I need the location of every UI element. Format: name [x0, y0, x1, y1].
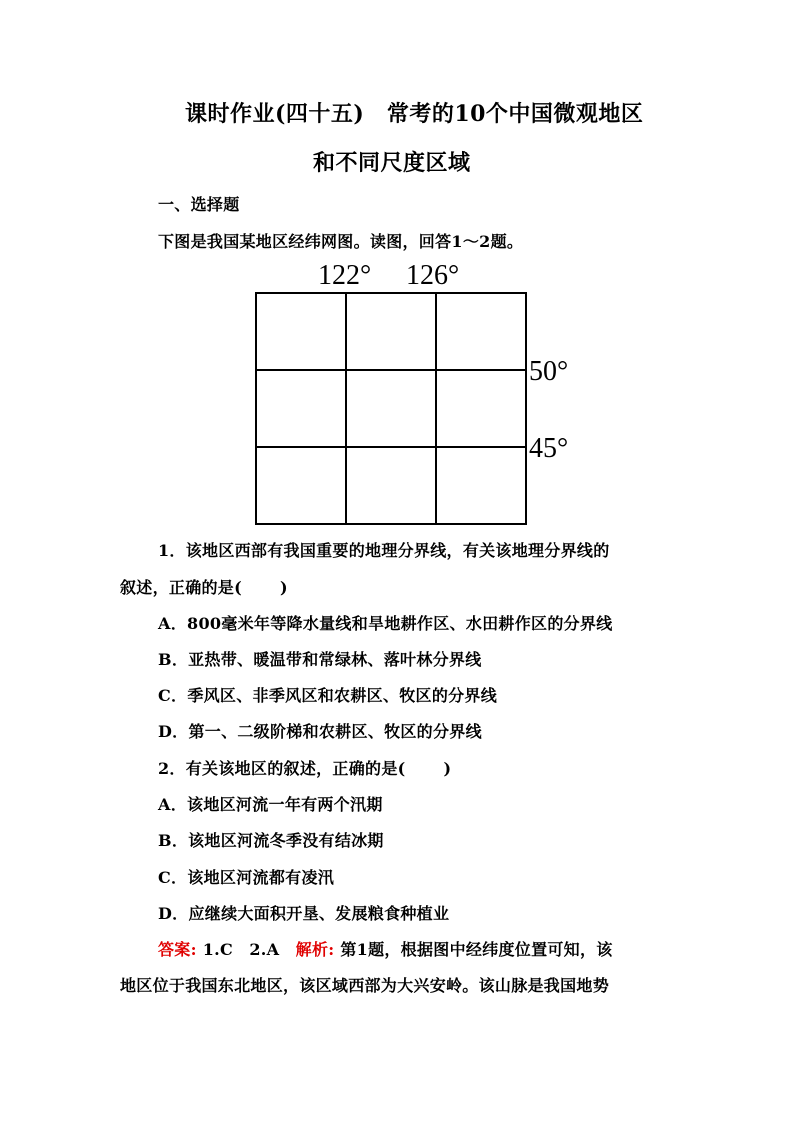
question-2-option-d: D．应继续大面积开垦、发展粮食种植业	[158, 904, 450, 923]
question-1-stem-text: 叙述，正确的是(	[120, 578, 242, 597]
answer-line-2: 地区位于我国东北地区，该区域西部为大兴安岭。该山脉是我国地势	[120, 976, 610, 995]
latitude-label-45: 45°	[529, 433, 569, 464]
longitude-label-126: 126°	[406, 262, 460, 291]
question-2-option-c: C．该地区河流都有凌汛	[158, 868, 335, 887]
question-1-stem-line-2	[120, 575, 288, 598]
latitude-label-50: 50°	[529, 356, 569, 387]
analysis-text-1: 第1题，根据图中经纬度位置可知，该	[340, 940, 613, 959]
title-line-1: 课时作业(四十五) 常考的10个中国微观地区	[185, 101, 644, 127]
answer-label: 答案:	[158, 940, 197, 959]
analysis-label: 解析:	[295, 940, 335, 959]
question-1-option-b: B．亚热带、暖温带和常绿林、落叶林分界线	[158, 650, 482, 669]
question-2-option-a: A．该地区河流一年有两个汛期	[158, 795, 383, 814]
answer-values: 1.C 2.A	[202, 940, 280, 959]
question-2-paren-close: )	[443, 759, 452, 778]
question-1-stem-line-1: 1．该地区西部有我国重要的地理分界线，有关该地理分界线的	[158, 541, 610, 560]
question-1-option-d: D．第一、二级阶梯和农耕区、牧区的分界线	[158, 722, 482, 741]
section-heading: 一、选择题	[158, 195, 240, 214]
grid-border	[256, 293, 526, 524]
answer-line-1	[158, 937, 613, 960]
question-1-option-a: A．800毫米年等降水量线和旱地耕作区、水田耕作区的分界线	[158, 614, 613, 633]
question-1-paren-close: )	[279, 578, 288, 597]
question-2-stem-text: 2．有关该地区的叙述，正确的是(	[158, 759, 406, 778]
grid-svg	[254, 262, 584, 528]
lat-lon-grid-map	[254, 262, 584, 528]
question-1-option-c: C．季风区、非季风区和农耕区、牧区的分界线	[158, 686, 498, 705]
intro-text: 下图是我国某地区经纬网图。读图，回答1～2题。	[158, 232, 524, 251]
longitude-label-122: 122°	[318, 262, 372, 291]
title-line-2: 和不同尺度区域	[313, 150, 471, 176]
question-2-option-b: B．该地区河流冬季没有结冰期	[158, 831, 384, 850]
question-2-stem	[158, 756, 451, 779]
